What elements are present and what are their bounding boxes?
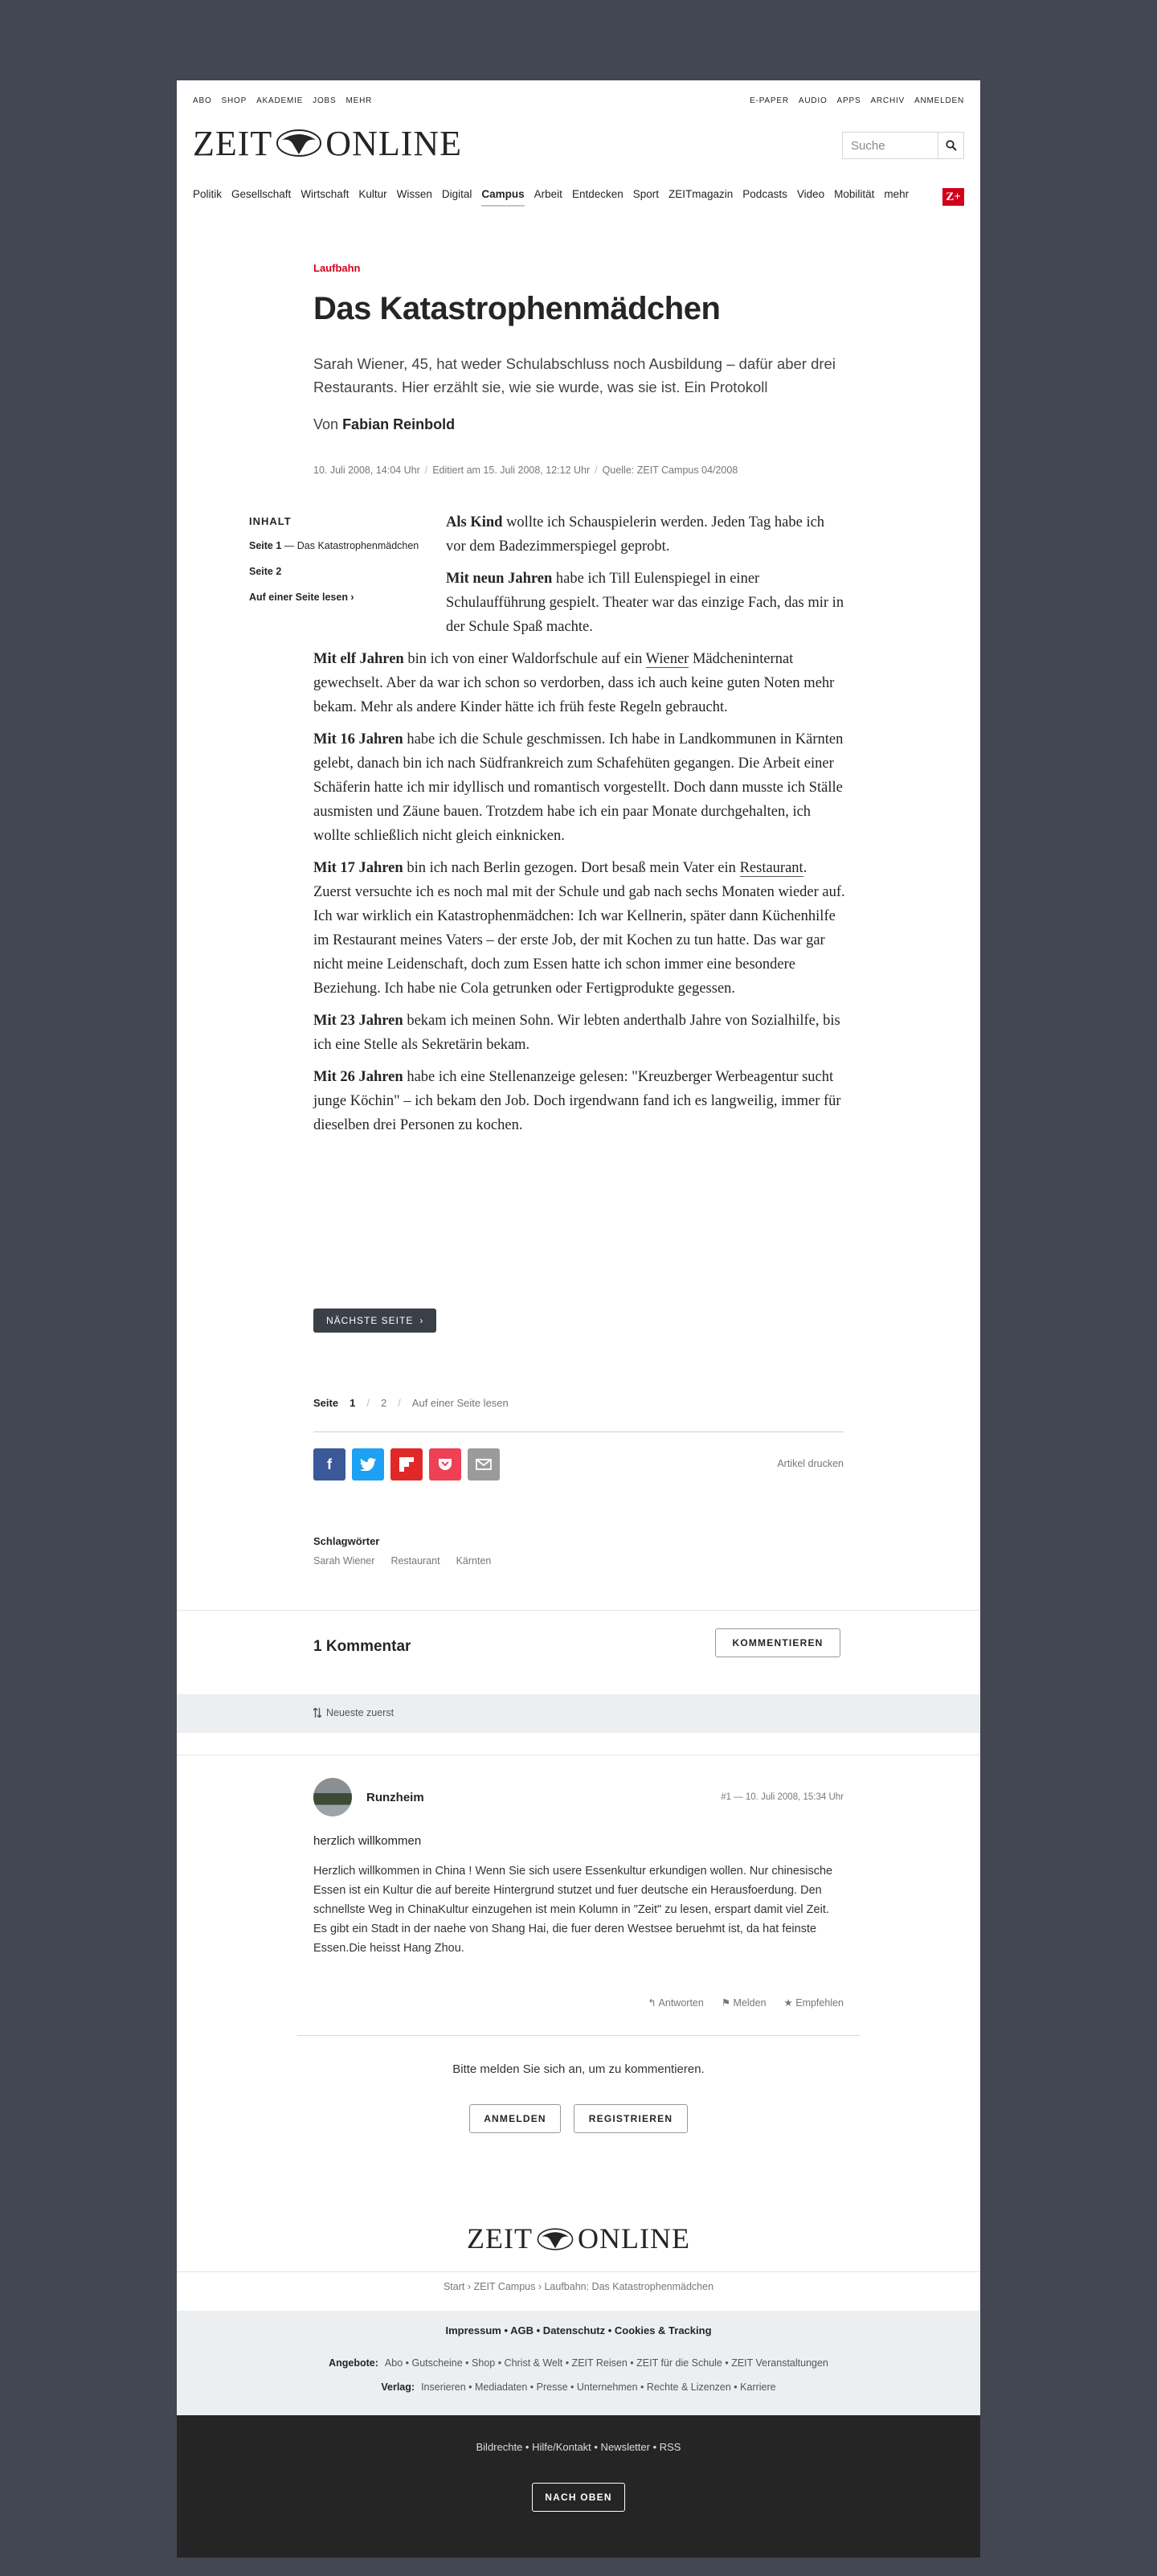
article-metadata: 10. Juli 2008, 14:04 Uhr / Editiert am 15. Juli 2008, 12:12 Uhr / Quelle: ZEIT Campus 04/2008 bbox=[313, 465, 738, 476]
facebook-icon: f bbox=[327, 1456, 332, 1472]
article-headline: Das Katastrophenmädchen bbox=[313, 291, 721, 326]
publish-date: 10. Juli 2008, 14:04 Uhr bbox=[313, 465, 420, 476]
nav-kultur[interactable]: Kultur bbox=[358, 188, 387, 200]
pocket-icon bbox=[438, 1458, 452, 1471]
avatar[interactable] bbox=[313, 1778, 352, 1816]
nav-wissen[interactable]: Wissen bbox=[396, 188, 432, 200]
publisher-row: Verlag: Inserieren • Mediadaten • Presse • Unternehmen • Rechte & Lizenzen • Karriere bbox=[381, 2381, 776, 2393]
reply-button[interactable]: ↰ Antworten bbox=[648, 1997, 704, 2009]
nav-zeitmagazin[interactable]: ZEITmagazin bbox=[668, 188, 734, 200]
meta-nav-right bbox=[750, 96, 964, 105]
pager-label: Seite bbox=[313, 1397, 339, 1409]
twitter-share-button[interactable] bbox=[352, 1448, 384, 1480]
link-restaurant[interactable]: Restaurant bbox=[739, 860, 803, 876]
recommend-button[interactable]: ★ Empfehlen bbox=[783, 1997, 844, 2009]
meta-link-jobs[interactable]: JOBS bbox=[313, 96, 337, 105]
sort-icon bbox=[313, 1708, 321, 1718]
reply-icon: ↰ bbox=[648, 1997, 656, 2009]
keyword-link[interactable]: Kärnten bbox=[456, 1555, 492, 1566]
footer-logo-right: ONLINE bbox=[578, 2222, 690, 2255]
keywords-label: Schlagwörter bbox=[313, 1535, 380, 1547]
breadcrumb[interactable]: Start › ZEIT Campus › Laufbahn: Das Katastrophenmädchen bbox=[443, 2281, 714, 2292]
meta-link-abo[interactable]: ABO bbox=[193, 96, 212, 105]
keyword-list bbox=[313, 1555, 491, 1566]
article-source: Quelle: ZEIT Campus 04/2008 bbox=[602, 465, 738, 476]
offers-links[interactable]: Abo • Gutscheine • Shop • Christ & Welt • ZEIT Reisen • ZEIT für die Schule • ZEIT Veranstaltungen bbox=[384, 2357, 828, 2369]
meta-link-audio[interactable]: AUDIO bbox=[798, 96, 828, 105]
divider bbox=[297, 2035, 860, 2036]
comment-text-p2: Es gibt ein Stadt in der naehe von Shang Hai, die fuer deren Westsee beruehmt ist, da hat feinste Essen.Die heisst Hang Zhou. bbox=[313, 1923, 817, 1955]
next-page-label: NÄCHSTE SEITE bbox=[326, 1315, 414, 1326]
print-article-link[interactable]: Artikel drucken bbox=[777, 1458, 844, 1469]
meta-link-epaper[interactable]: E-PAPER bbox=[750, 96, 789, 105]
publisher-links[interactable]: Inserieren • Mediadaten • Presse • Unternehmen • Rechte & Lizenzen • Karriere bbox=[421, 2381, 776, 2393]
zeit-online-logo[interactable] bbox=[193, 125, 462, 161]
mail-icon bbox=[476, 1459, 492, 1470]
keyword-link[interactable]: Restaurant bbox=[390, 1555, 440, 1566]
link-wiener[interactable]: Wiener bbox=[645, 651, 689, 667]
nav-sport[interactable]: Sport bbox=[632, 188, 660, 200]
chevron-right-icon: › bbox=[419, 1315, 424, 1326]
edit-date: Editiert am 15. Juli 2008, 12:12 Uhr bbox=[432, 465, 591, 476]
report-button[interactable]: ⚑ Melden bbox=[721, 1997, 767, 2009]
meta-link-archiv[interactable]: ARCHIV bbox=[870, 96, 906, 105]
main-navigation bbox=[193, 188, 964, 209]
paragraph: Als Kind wollte ich Schauspielerin werden. Jeden Tag habe ich vor dem Badezimmerspiegel geprobt. bbox=[446, 514, 825, 555]
paragraph: Mit 26 Jahren habe ich eine Stellenanzeige gelesen: "Kreuzberger Werbeagentur sucht junge Köchin" – ich bekam den Job. Doch irgendwann fand ich es langweilig, immer für dieselben drei Personen zu kochen. bbox=[313, 1069, 841, 1133]
meta-link-akademie[interactable]: AKADEMIE bbox=[256, 96, 304, 105]
toc-page-1[interactable]: Seite 1 — Das Katastrophenmädchen bbox=[249, 540, 419, 551]
mail-share-button[interactable] bbox=[468, 1448, 500, 1480]
pager-page-1[interactable]: 1 bbox=[350, 1397, 356, 1409]
pager-single-page[interactable]: Auf einer Seite lesen bbox=[411, 1397, 509, 1409]
footer-bottom-links[interactable]: Bildrechte • Hilfe/Kontakt • Newsletter • RSS bbox=[476, 2441, 681, 2453]
next-page-button[interactable] bbox=[313, 1308, 436, 1333]
article-summary: Sarah Wiener, 45, hat weder Schulabschluss noch Ausbildung – dafür aber drei Restaurants. Hier erzählt sie, wie sie wurde, was sie ist. Ein Protokoll bbox=[313, 355, 836, 395]
nav-podcasts[interactable]: Podcasts bbox=[742, 188, 787, 200]
footer-legal bbox=[177, 2311, 980, 2415]
comment-meta[interactable]: #1 — 10. Juli 2008, 15:34 Uhr bbox=[721, 1792, 844, 1802]
nav-arbeit[interactable]: Arbeit bbox=[534, 188, 562, 200]
eagle-icon bbox=[536, 2226, 574, 2251]
logo-text-left: ZEIT bbox=[193, 123, 273, 163]
share-buttons bbox=[313, 1448, 500, 1480]
register-button[interactable]: REGISTRIEREN bbox=[574, 2104, 688, 2133]
comment-count: 1 Kommentar bbox=[313, 1638, 411, 1655]
paragraph: Mit 23 Jahren bekam ich meinen Sohn. Wir lebten anderthalb Jahre von Sozialhilfe, bis ich eine Stelle als Sekretärin bekam. bbox=[313, 1013, 840, 1053]
divider bbox=[177, 2271, 980, 2272]
search-button[interactable] bbox=[938, 133, 963, 158]
flag-icon: ⚑ bbox=[721, 1997, 731, 2009]
comment-text-p1: Herzlich willkommen in China ! Wenn Sie sich usere Essenkultur erkundigen wollen. Nur chinesische Essen ist ein Kultur die auf bereite Hintergrund stutzet und fuer deutsche ein Herausfoerdung. Den schnellste Weg in ChinaKultur einzugehen ist mein Kolumn in "Zeit" zu lesen, erspart damit viel Zeit. bbox=[313, 1865, 833, 1916]
nav-wirtschaft[interactable]: Wirtschaft bbox=[300, 188, 350, 200]
twitter-icon bbox=[360, 1458, 376, 1471]
footer-logo-left: ZEIT bbox=[467, 2222, 533, 2255]
sort-label: Neueste zuerst bbox=[326, 1707, 395, 1718]
meta-link-anmelden[interactable]: ANMELDEN bbox=[914, 96, 964, 105]
nav-digital[interactable]: Digital bbox=[441, 188, 472, 200]
page bbox=[177, 80, 980, 2558]
meta-link-mehr[interactable]: MEHR bbox=[345, 96, 373, 105]
article-byline bbox=[313, 416, 455, 433]
comment-sort-bar bbox=[177, 1694, 980, 1733]
toc-label: INHALT bbox=[249, 515, 292, 527]
nav-mehr[interactable]: mehr bbox=[884, 188, 910, 200]
comment-author[interactable]: Runzheim bbox=[366, 1791, 424, 1804]
author-link[interactable]: Fabian Reinbold bbox=[342, 416, 456, 432]
article-body bbox=[313, 647, 848, 1145]
nav-gesellschaft[interactable]: Gesellschaft bbox=[231, 188, 292, 200]
keywords bbox=[313, 1535, 491, 1566]
nav-entdecken[interactable]: Entdecken bbox=[571, 188, 623, 200]
toc-page-2[interactable]: Seite 2 bbox=[249, 566, 282, 577]
comment-title: herzlich willkommen bbox=[313, 1834, 422, 1848]
login-button[interactable]: ANMELDEN bbox=[469, 2104, 561, 2133]
meta-link-apps[interactable]: APPS bbox=[836, 96, 861, 105]
zplus-badge[interactable]: Z+ bbox=[942, 188, 964, 206]
search-box bbox=[842, 132, 964, 159]
comment-actions bbox=[648, 1997, 844, 2009]
byline-prefix: Von bbox=[313, 416, 339, 432]
search-input[interactable] bbox=[843, 133, 938, 158]
sort-toggle[interactable] bbox=[313, 1707, 394, 1718]
nav-mobilitaet[interactable]: Mobilität bbox=[834, 188, 875, 200]
flipboard-icon bbox=[399, 1457, 414, 1472]
comment-text bbox=[313, 1861, 836, 1958]
paragraph: Mit neun Jahren habe ich Till Eulenspiegel in einer Schulaufführung gespielt. Theater war das einzige Fach, das mir in der Schule Spaß machte. bbox=[446, 571, 844, 635]
pager-page-2[interactable]: 2 bbox=[380, 1397, 387, 1409]
table-of-contents bbox=[249, 515, 426, 604]
article-body-top bbox=[446, 510, 848, 647]
eagle-icon bbox=[276, 127, 322, 159]
footer-bottom bbox=[177, 2415, 980, 2558]
meta-nav-left bbox=[193, 96, 372, 105]
paragraph: Mit 17 Jahren bin ich nach Berlin gezogen. Dort besaß mein Vater ein Restaurant. Zuerst versuchte ich es noch mal mit der Schule und gab nach sechs Monaten wieder auf. Ich war wirklich ein Katastrophenmädchen: Ich war Kellnerin, später dann Küchenhilfe im Restaurant meines Vaters – der erste Job, der mit Kochen zu tun hatte. Das war gar nicht meine Leidenschaft, doch zum Essen hatte ich schon immer eine besondere Beziehung. Ich habe nie Cola getrunken oder Fertigprodukte gegessen. bbox=[313, 860, 845, 997]
footer-logo[interactable] bbox=[177, 2222, 980, 2255]
toc-single-page[interactable]: Auf einer Seite lesen › bbox=[249, 592, 354, 603]
flipboard-share-button[interactable] bbox=[390, 1448, 423, 1480]
search-icon bbox=[946, 140, 957, 151]
article-kicker[interactable]: Laufbahn bbox=[313, 262, 361, 274]
facebook-share-button[interactable] bbox=[313, 1448, 345, 1480]
paragraph: Mit 16 Jahren habe ich die Schule geschmissen. Ich habe in Landkommunen in Kärnten gelebt, danach bin ich nach Südfrankreich zum Schafehüten gegangen. Die Arbeit einer Schäferin hatte ich mir idyllisch und romantisch vorgestellt. Doch dann musste ich Ställe ausmisten und Zäune bauen. Trotzdem habe ich ein paar Monate durchgehalten, ich wollte schließlich nicht gleich einknicken. bbox=[313, 731, 844, 844]
back-to-top-button[interactable]: NACH OBEN bbox=[532, 2483, 625, 2512]
pagination: Seite 1 / 2 / Auf einer Seite lesen bbox=[313, 1397, 509, 1409]
nav-politik[interactable]: Politik bbox=[193, 188, 223, 200]
nav-campus[interactable]: Campus bbox=[481, 188, 524, 207]
paragraph: Mit elf Jahren bin ich von einer Waldorfschule auf ein Wiener Mädcheninternat gewechselt. Aber da war ich schon so verdorben, dass ich auch keine guten Noten mehr bekam. Mehr als andere Kinder hätte ich früh feste Regeln gebraucht. bbox=[313, 651, 835, 715]
nav-video[interactable]: Video bbox=[796, 188, 825, 200]
meta-navigation bbox=[193, 96, 964, 108]
divider bbox=[313, 1431, 844, 1432]
offers-row: Angebote: Abo • Gutscheine • Shop • Christ & Welt • ZEIT Reisen • ZEIT für die Schule • ZEIT Veranstaltungen bbox=[329, 2357, 828, 2369]
star-icon: ★ bbox=[783, 1997, 793, 2009]
logo-text-right: ONLINE bbox=[325, 123, 463, 163]
meta-link-shop[interactable]: SHOP bbox=[221, 96, 247, 105]
comment-button[interactable]: KOMMENTIEREN bbox=[715, 1628, 840, 1657]
login-message: Bitte melden Sie sich an, um zu kommentieren. bbox=[452, 2062, 705, 2076]
divider bbox=[177, 1610, 980, 1611]
legal-links[interactable]: Impressum • AGB • Datenschutz • Cookies & Tracking bbox=[445, 2324, 712, 2336]
pocket-share-button[interactable] bbox=[429, 1448, 461, 1480]
keyword-link[interactable]: Sarah Wiener bbox=[313, 1555, 375, 1566]
